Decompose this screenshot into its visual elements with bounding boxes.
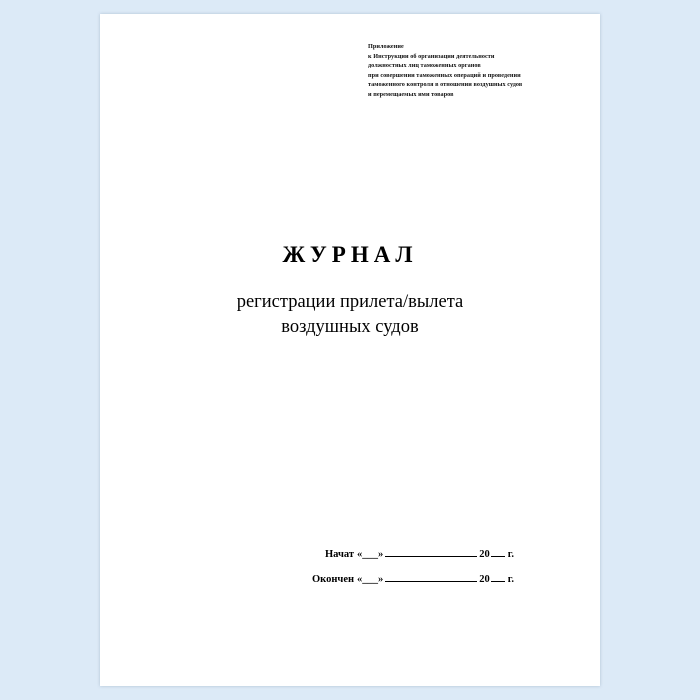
started-year-blank: [491, 547, 505, 557]
finished-row: [100, 572, 600, 585]
document-title-block: [100, 242, 600, 340]
finished-year-suffix: г.: [507, 574, 514, 585]
page-title: ЖУРНАЛ: [282, 242, 418, 267]
page-subtitle: [100, 290, 600, 340]
started-blank-line: [385, 547, 477, 557]
started-year-suffix: г.: [507, 549, 514, 560]
document-header-note: [368, 42, 578, 100]
subtitle-line-2: воздушных судов: [281, 316, 419, 337]
subtitle-line-1: регистрации прилета/вылета: [236, 292, 464, 312]
header-line-4: при совершении таможенных операций и проведении: [368, 71, 521, 79]
finished-blank-line: [385, 572, 477, 582]
finished-year-blank: [491, 572, 505, 582]
document-page: [100, 14, 600, 686]
header-line-6: и перемещаемых ими товаров: [368, 91, 454, 99]
finished-label: Окончен: [312, 574, 355, 585]
started-quote: «___»: [357, 549, 384, 560]
started-row: [100, 547, 600, 560]
header-line-1: Приложение: [368, 43, 404, 50]
finished-year: 20: [479, 574, 490, 585]
finished-quote: «___»: [357, 574, 384, 585]
header-line-2: к Инструкции об организации деятельности: [368, 52, 495, 60]
header-line-3: должностных лиц таможенных органов: [368, 62, 481, 70]
started-label: Начат: [324, 549, 355, 560]
started-year: 20: [479, 549, 490, 560]
document-footer-block: [100, 547, 600, 597]
header-line-5: таможенного контроля в отношении воздушных судов: [368, 81, 523, 89]
